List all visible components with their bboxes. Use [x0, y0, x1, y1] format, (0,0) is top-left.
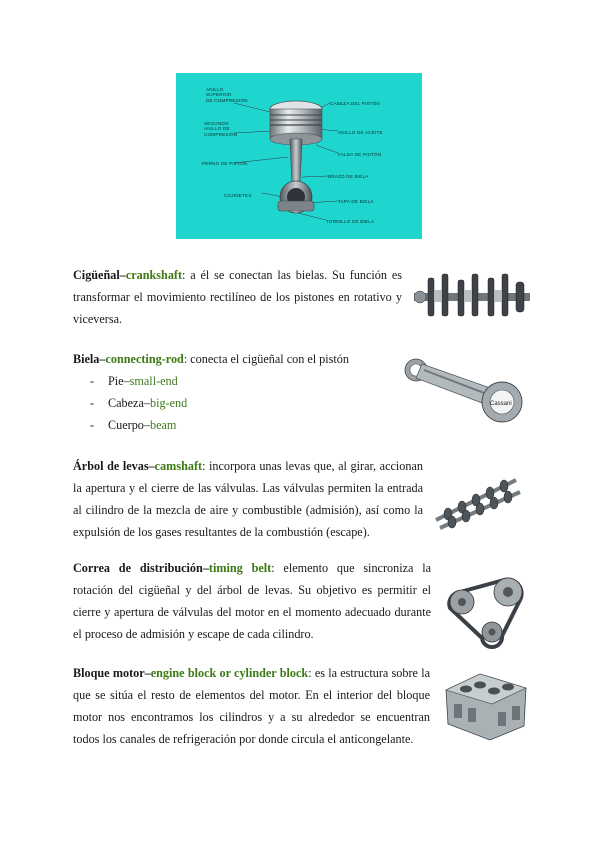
- list-item: - Cuerpo–beam: [90, 414, 373, 436]
- label-bearings: COJINETES: [224, 193, 252, 198]
- label-rod-bolt: TORNILLO DE BIELA: [326, 219, 375, 224]
- definition-text: : es la estructura sobre la que se sitúa el resto de elementos del motor. En el interior del bloque motor nos encontramos los cilindros y a su alrededor se encuentran todos los canales de refrigeración por donde circula el anticongelante.: [73, 666, 430, 746]
- label-piston-skirt: FALDA DE PISTÓN: [338, 152, 382, 157]
- term-separator: –: [148, 459, 155, 473]
- definition-text: : a él se conectan las bielas. Su función es transformar el movimiento rectilíneo de los pistones en rotativo y viceversa.: [73, 268, 402, 326]
- camshaft-image: [432, 462, 522, 532]
- label-rod-arm: BRAZO DE BIELA: [328, 174, 369, 179]
- section-crankshaft: [73, 264, 402, 330]
- term-separator: –: [202, 561, 209, 575]
- label-second-compression-ring: SEGUNDO ANILLO DE COMPRESIÓN: [204, 121, 238, 137]
- timing-belt-image: [442, 570, 528, 650]
- connecting-rod-heading: [73, 348, 373, 370]
- label-top-compression-ring: ANILLO SUPERIOR DE COMPRESIÓN: [206, 87, 248, 103]
- piston-diagram: [176, 73, 422, 239]
- term-en: timing belt: [208, 561, 272, 575]
- definition-text: : elemento que sincroniza la rotación del cigüeñal y del árbol de levas. Su objetivo es permitir el cierre y apertura de válvulas del motor en el momento adecuado durante el proceso de admisión y escape de cada cilindro.: [73, 561, 432, 641]
- term-separator: –: [144, 666, 151, 680]
- term-en: camshaft: [154, 459, 203, 473]
- list-item: - Pie–small-end: [90, 370, 373, 392]
- label-oil-ring: ANILLO DE ACEITE: [338, 130, 383, 135]
- label-piston-head: CABEZA DEL PISTÓN: [330, 101, 380, 106]
- definition-text: : conecta el cigüeñal con el pistón: [183, 352, 349, 366]
- section-connecting-rod: [73, 348, 373, 436]
- crankshaft-image: [414, 268, 530, 326]
- rod-brand-text: Cassani: [490, 401, 512, 407]
- list-item: - Cabeza–big-end: [90, 392, 373, 414]
- term-es: Biela: [73, 352, 100, 366]
- section-timing-belt: [73, 557, 431, 645]
- term-es: Bloque motor: [73, 666, 145, 680]
- section-engine-block: [73, 662, 430, 750]
- label-piston-pin: PERNO DE PISTÓN: [202, 161, 248, 166]
- label-rod-cap: TAPA DE BIELA: [338, 199, 374, 204]
- term-es: Correa de distribución: [73, 561, 203, 575]
- engine-block-image: [440, 668, 530, 744]
- definition-text: : incorpora unas levas que, al girar, accionan la apertura y el cierre de las válvulas. Las válvulas permiten la entrada al cilindro de la mezcla de aire y combustible (admisión), así como la expulsión de los gases resultantes de la combustión (escape).: [73, 459, 423, 539]
- section-camshaft: [73, 455, 423, 543]
- term-en: connecting-rod: [105, 352, 184, 366]
- rod-parts-list: [73, 370, 373, 436]
- connecting-rod-image: [402, 356, 532, 426]
- term-en: crankshaft: [125, 268, 183, 282]
- term-es: Árbol de levas: [73, 459, 149, 473]
- term-separator: –: [99, 352, 106, 366]
- term-en: engine block or cylinder block: [150, 666, 309, 680]
- term-separator: –: [119, 268, 126, 282]
- term-es: Cigüeñal: [73, 268, 120, 282]
